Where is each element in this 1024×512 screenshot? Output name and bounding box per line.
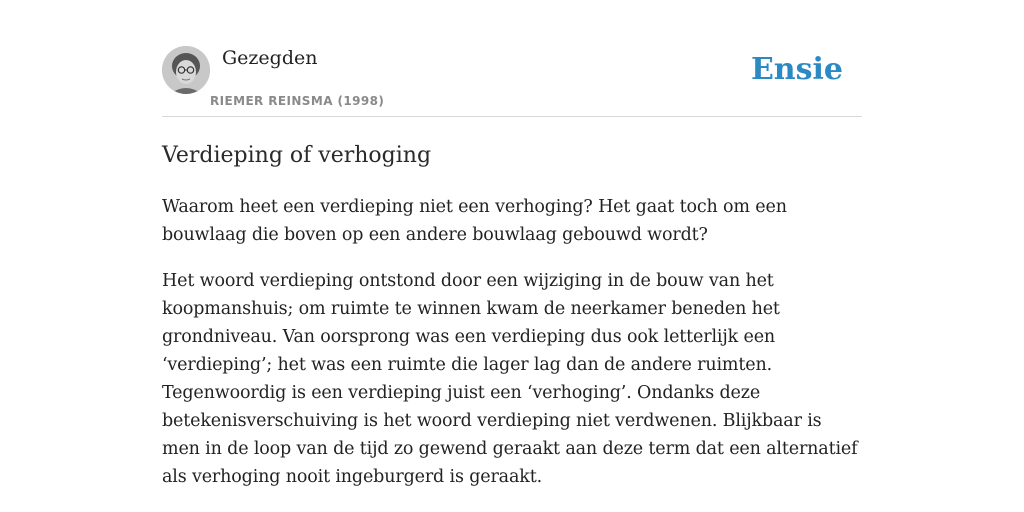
author-portrait-icon [162, 46, 210, 94]
ensie-logo[interactable]: Ensie [750, 52, 843, 87]
entry-paragraph: Waarom heet een verdieping niet een verhoging? Het gaat toch om een bouwlaag die boven op een andere bouwlaag gebouwd wordt? [162, 197, 787, 245]
author-attribution: RIEMER REINSMA (1998) [210, 94, 385, 108]
entry-card [162, 46, 862, 491]
collection-link[interactable]: Gezegden [222, 47, 318, 69]
entry-header [162, 46, 862, 117]
entry-title: Verdieping of verhoging [162, 143, 432, 168]
entry-paragraph: Het woord verdieping ontstond door een wijziging in de bouw van het koopmanshuis; om ruimte te winnen kwam de neerkamer beneden het grondniveau. Van oorsprong was een verdieping dus ook letterlijk een ‘verdieping’; het was een ruimte die lager lag dan de andere ruimten. Tegenwoordig is een verdieping juist een ‘verhoging’. Ondanks deze betekenisverschuiving is het woord verdieping niet verdwenen. Blijkbaar is men in de loop van de tijd zo gewend geraakt aan deze term dat een alternatief als verhoging nooit ingeburgerd is geraakt. [162, 271, 858, 487]
author-avatar[interactable] [162, 46, 210, 94]
